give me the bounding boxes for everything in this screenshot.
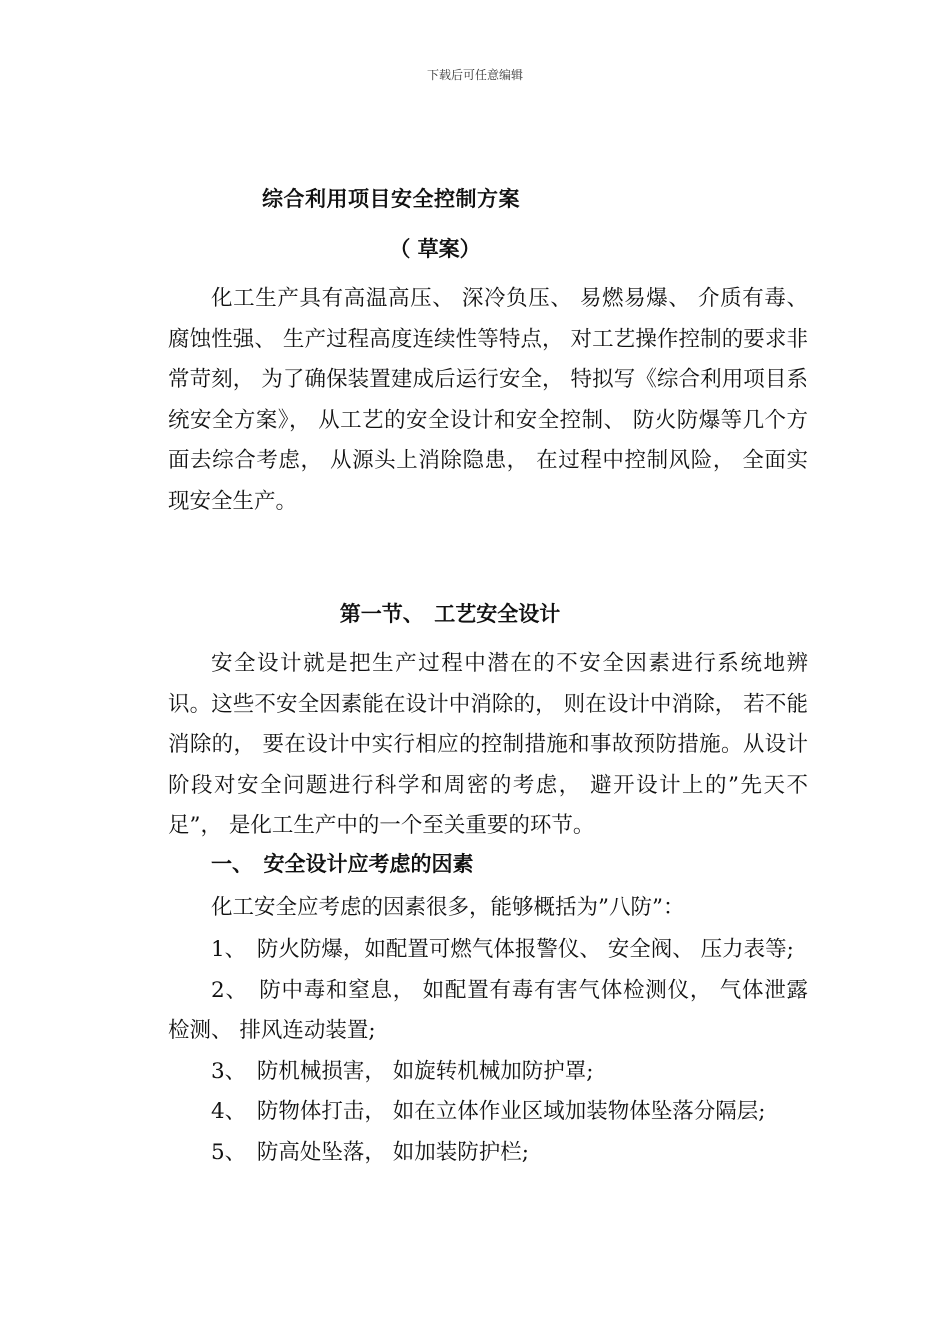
document-title: 综合利用项目安全控制方案 [262,187,520,211]
document-subtitle: （ 草案） [389,237,481,261]
list-item: 4、 防物体打击， 如在立体作业区域加装物体坠落分隔层; [211,1099,766,1124]
page-header: 下载后可任意编辑 [426,68,523,82]
factors-intro: 化工安全应考虑的因素很多，能够概括为”八防”： [211,895,685,920]
section-title: 第一节、 工艺安全设计 [339,602,561,626]
list-item: 1、 防火防爆，如配置可燃气体报警仪、 安全阀、 压力表等; [211,937,794,962]
list-item: 2、 防中毒和窒息， 如配置有毒有害气体检测仪， 气体泄露检测、 排风连动装置; [168,977,808,1043]
factors-list [168,930,808,1173]
subsection-heading: 一、 安全设计应考虑的因素 [211,852,474,876]
intro-paragraph: 化工生产具有高温高压、 深冷负压、 易燃易爆、 介质有毒、 腐蚀性强、 生产过程高度连续性等特点， 对工艺操作控制的要求非常苛刻， 为了确保装置建成后运行安全， 特拟写《综合利用项目系统安全方案》， 从工艺的安全设计和安全控制、 防火防爆等几个方面去综合考虑， 从源头上消除隐患， 在过程中控制风险， 全面实现安全生产。 [168,286,808,514]
section-paragraph: 安全设计就是把生产过程中潜在的不安全因素进行系统地辨识。这些不安全因素能在设计中消除的， 则在设计中消除， 若不能消除的， 要在设计中实行相应的控制措施和事故预防措施。从设计阶段对安全问题进行科学和周密的考虑， 避开设计上的”先天不足”， 是化工生产中的一个至关重要的环节。 [168,651,808,838]
list-item: 3、 防机械损害， 如旋转机械加防护罩; [211,1058,594,1084]
list-item: 5、 防高处坠落， 如加装防护栏; [211,1139,530,1165]
